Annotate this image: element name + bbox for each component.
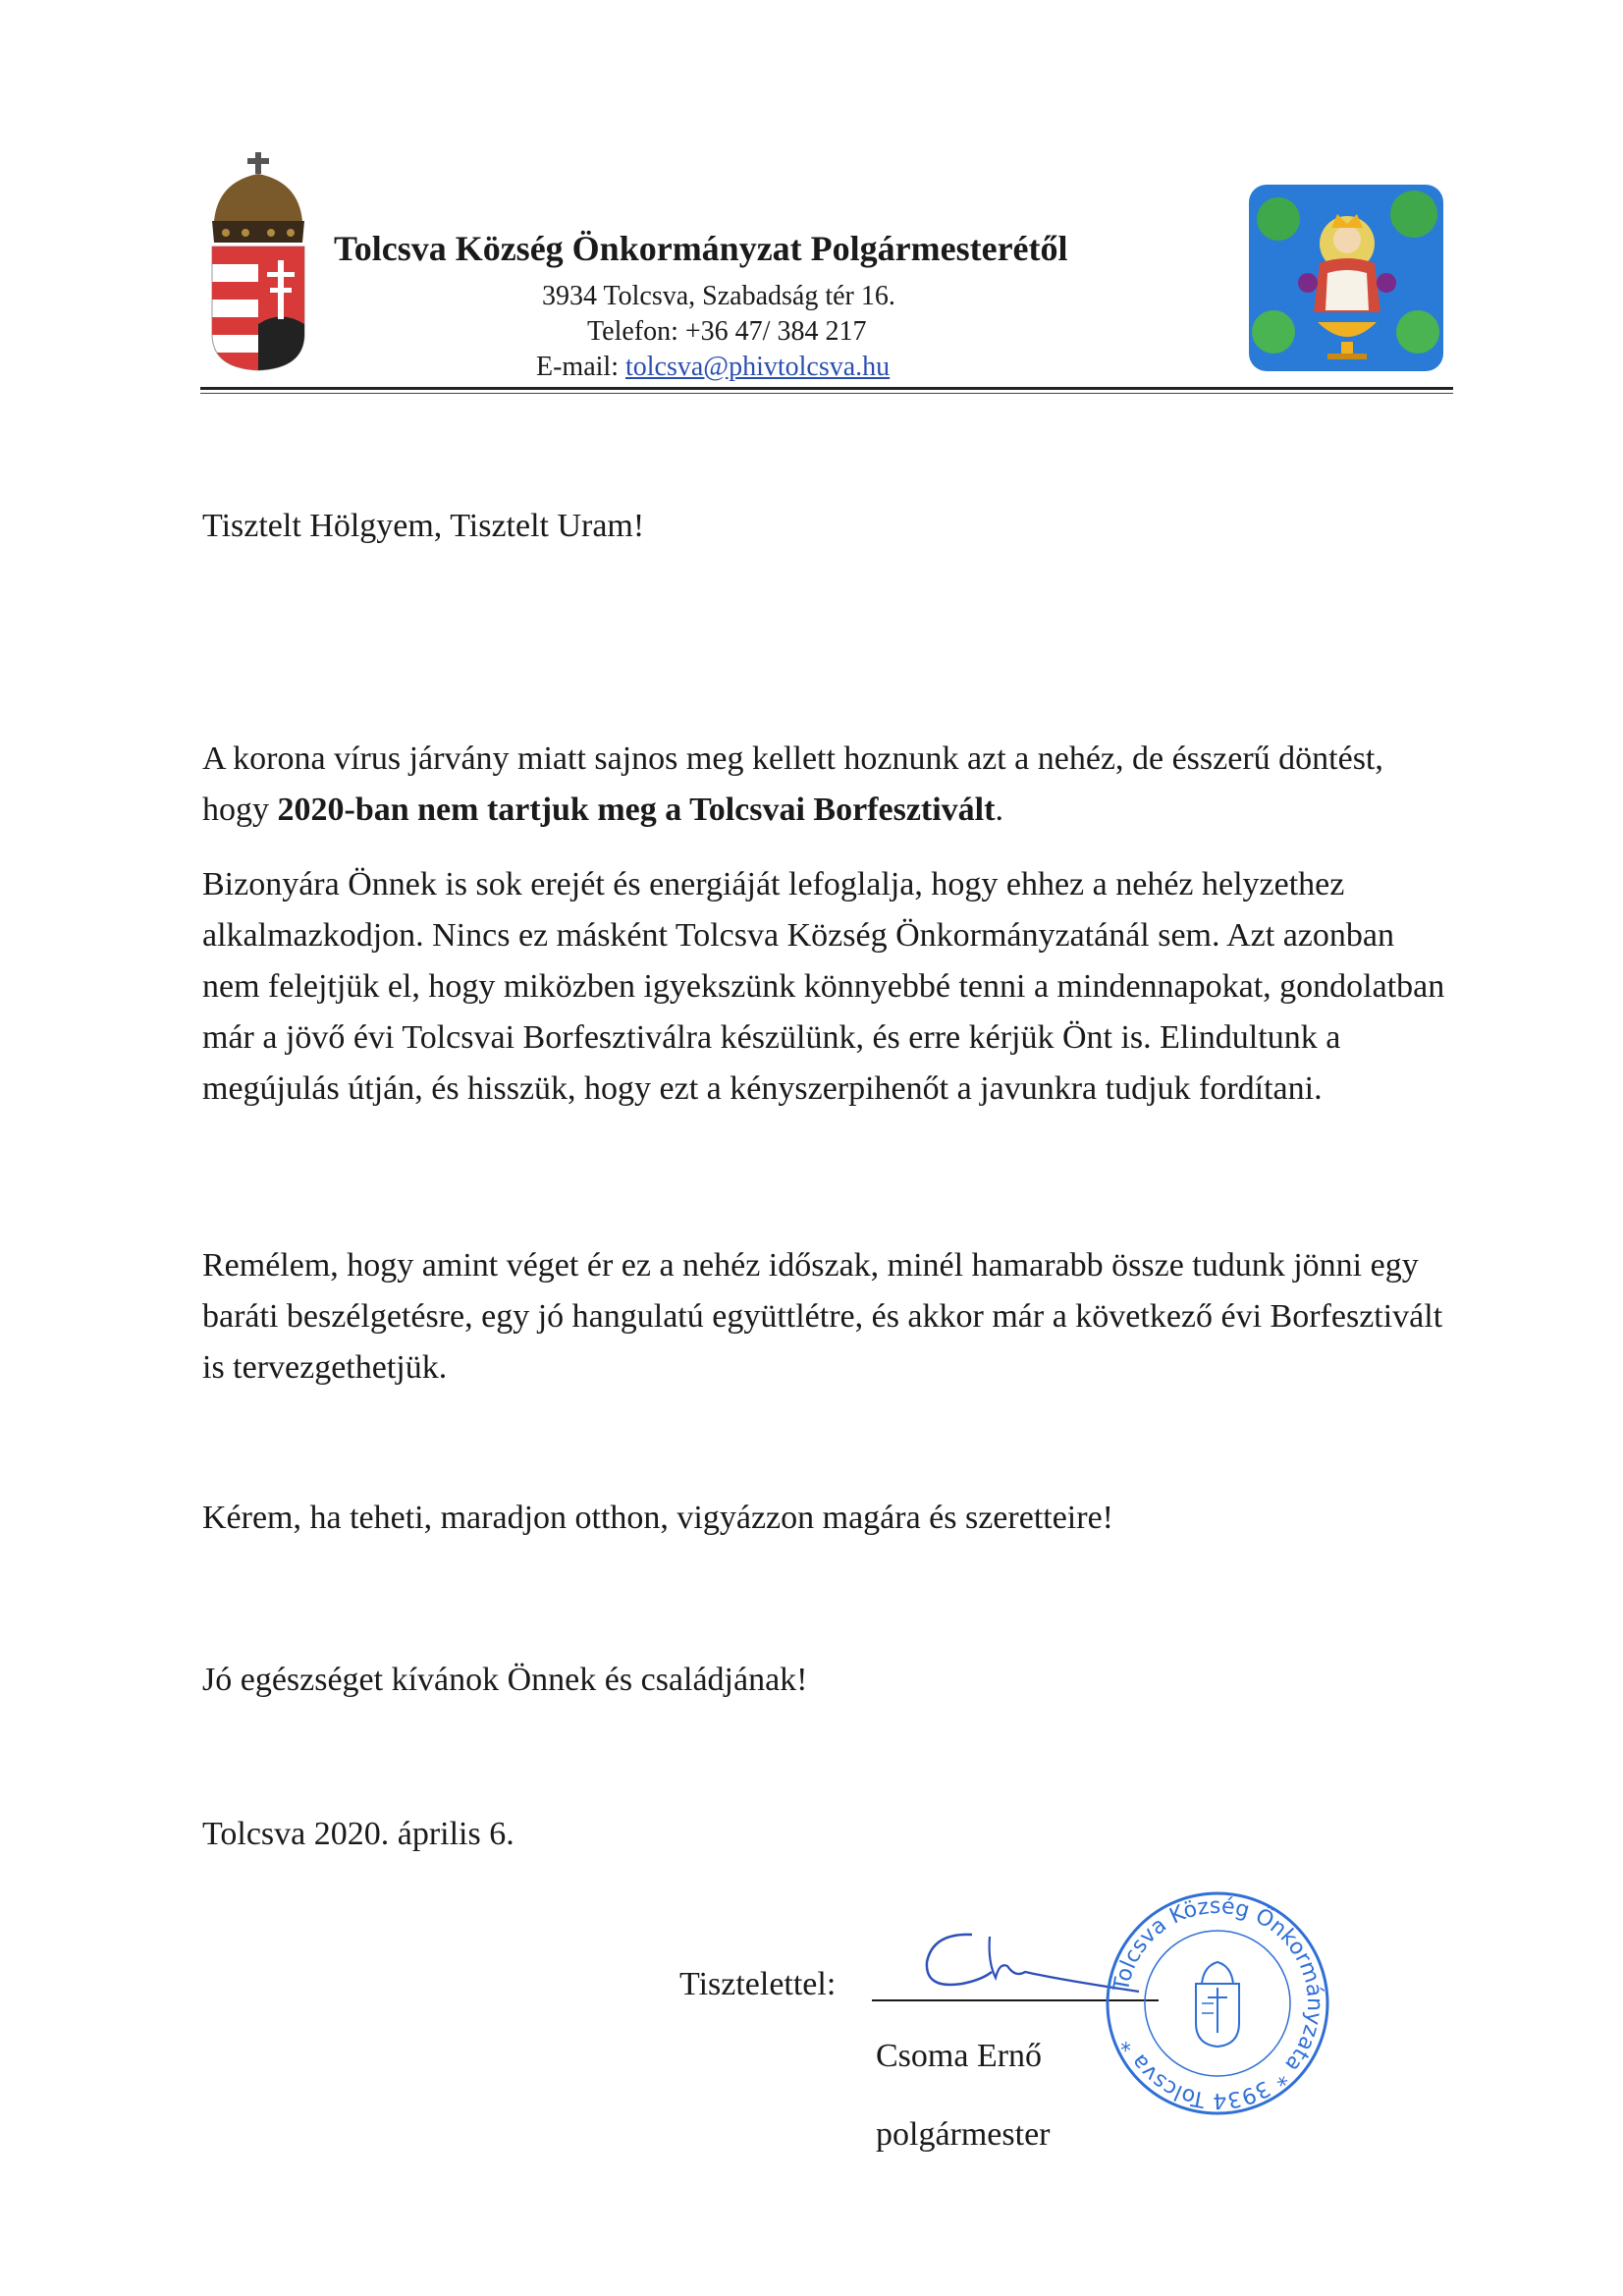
signer-name: Csoma Ernő [876, 2038, 1043, 2074]
paragraph-1-text: A korona vírus járvány miatt sajnos meg kellett hoznunk azt a nehéz, de ésszerű döntést, hogy [202, 740, 1383, 828]
paragraph-1-bold: 2020-ban nem tartjuk meg a Tolcsvai Borfesztivált [277, 792, 996, 828]
official-stamp-icon [1100, 1886, 1335, 2121]
town-logo-icon [1249, 185, 1443, 371]
letterhead-title: Tolcsva Község Önkormányzat Polgármesterétől [334, 229, 1068, 268]
salutation: Tisztelt Hölgyem, Tisztelt Uram! [202, 508, 645, 544]
letterhead-email-line [536, 352, 890, 383]
header-divider [200, 387, 1453, 390]
paragraph-3: Remélem, hogy amint véget ér ez a nehéz időszak, minél hamarabb össze tudunk jönni egy baráti beszélgetésre, egy jó hangulatú együttlétre, és akkor már a következő évi Borfesztivált is tervezgethetjük. [202, 1247, 1443, 1386]
svg-text:Tolcsva Község Önkormányzata *: Tolcsva Község Önkormányzata * 3934 Tolcsva * [1109, 1893, 1327, 2113]
paragraph-2: Bizonyára Önnek is sok erejét és energiáját lefoglalja, hogy ehhez a nehéz helyzethez alkalmazkodjon. Nincs ez másként Tolcsva Község Önkormányzatánál sem. Azt azonban nem felejtjük el, hogy miközben igyekszünk könnyebbé tenni a mindennapokat, gondolatban már a jövő évi Tolcsvai Borfesztiválra készülünk, és erre kérjük Önt is. Elindultunk a megújulás útján, és hisszük, hogy ezt a kényszerpihenőt a javunkra tudjuk fordítani. [202, 866, 1445, 1107]
paragraph-5: Jó egészséget kívánok Önnek és családjának! [202, 1662, 808, 1698]
email-label: E-mail: [536, 352, 625, 382]
letterhead-phone: Telefon: +36 47/ 384 217 [587, 316, 867, 347]
header-divider-thin [200, 393, 1453, 394]
paragraph-4: Kérem, ha teheti, maradjon otthon, vigyázzon magára és szeretteire! [202, 1500, 1113, 1536]
closing-phrase: Tisztelettel: [679, 1966, 837, 2002]
letterhead-address: 3934 Tolcsva, Szabadság tér 16. [542, 281, 895, 311]
letter-date: Tolcsva 2020. április 6. [202, 1816, 514, 1852]
paragraph-1 [202, 734, 1449, 836]
coat-of-arms-icon [204, 152, 312, 373]
paragraph-1-end: . [995, 792, 1003, 828]
email-link[interactable]: tolcsva@phivtolcsva.hu [624, 352, 891, 382]
signer-role: polgármester [876, 2116, 1051, 2153]
